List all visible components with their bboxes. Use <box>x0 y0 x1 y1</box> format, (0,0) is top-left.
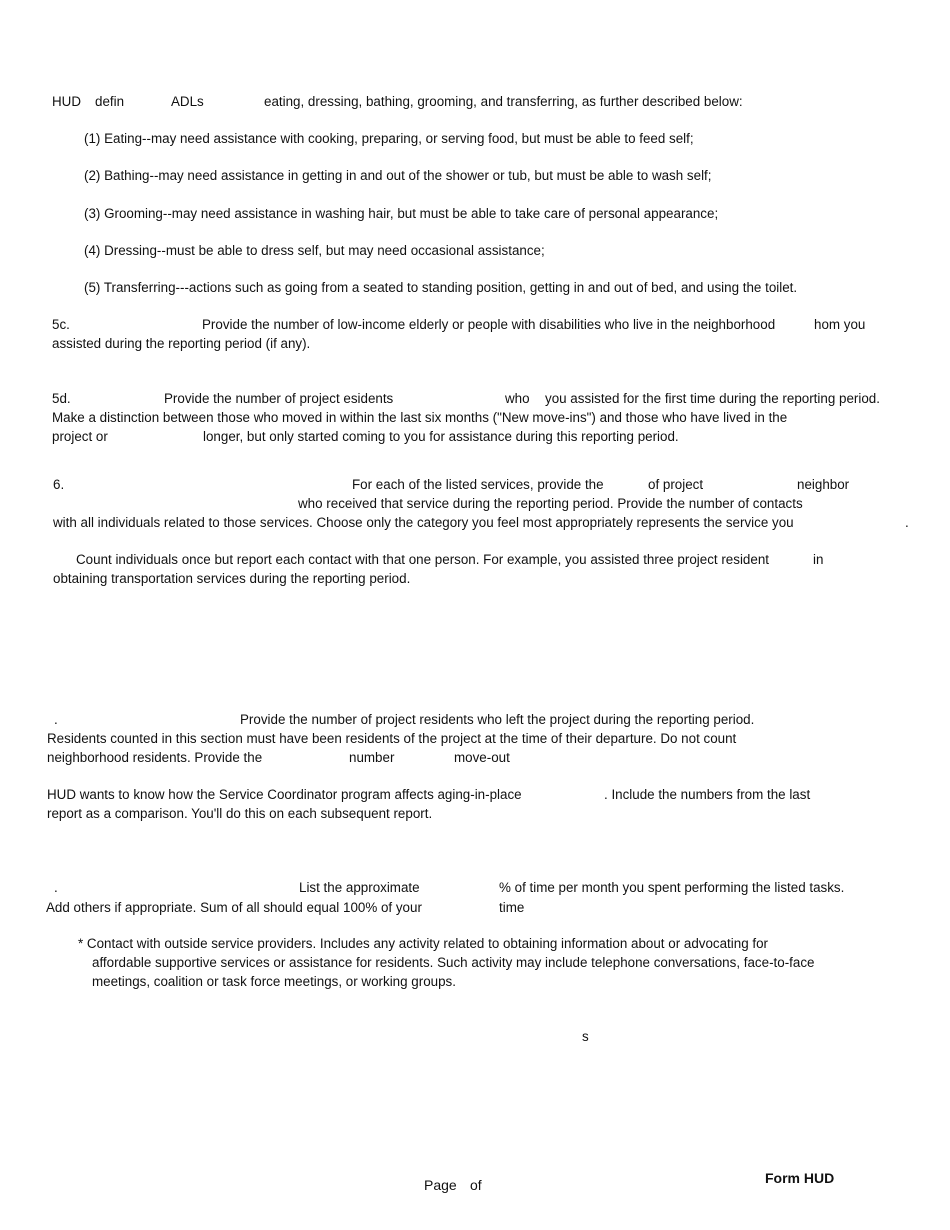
section-6-example-line1a: Count individuals once but report each contact with that one person. For example, you assisted three project resident <box>76 552 769 567</box>
section-5d-line1b: who <box>505 391 530 406</box>
footer-of-label: of <box>470 1177 482 1193</box>
section-time-number: . <box>54 880 58 895</box>
section-time-line1b: % of time per month you spent performing the listed tasks. <box>499 880 845 895</box>
section-6-line1a: For each of the listed services, provide the <box>352 477 604 492</box>
section-moveout-number: . <box>54 712 58 727</box>
section-moveout-line2: Residents counted in this section must have been residents of the project at the time of their departure. Do not count <box>47 731 737 746</box>
adl-item-grooming: (3) Grooming--may need assistance in washing hair, but must be able to take care of personal appearance; <box>84 206 719 221</box>
section-5d-line3b: longer, but only started coming to you for assistance during this reporting period. <box>203 429 679 444</box>
section-time-note-line3: meetings, coalition or task force meetings, or working groups. <box>92 974 456 989</box>
adl-intro-hud: HUD <box>52 94 82 109</box>
section-5c-line2: assisted during the reporting period (if any). <box>52 336 311 351</box>
section-time-stray-text: s <box>582 1029 589 1044</box>
adl-item-eating: (1) Eating--may need assistance with cooking, preparing, or serving food, but must be able to feed self; <box>84 131 694 146</box>
section-5d-number: 5d. <box>52 391 71 406</box>
section-6-number: 6. <box>53 477 65 492</box>
adl-intro-adls: ADLs <box>171 94 204 109</box>
section-time-note-line1: * Contact with outside service providers. Includes any activity related to obtaining information about or advocating for <box>78 936 768 951</box>
section-5d-line1c: you assisted for the first time during the reporting period. <box>545 391 880 406</box>
section-6-example-line1b: in <box>813 552 824 567</box>
section-6-example-line2: obtaining transportation services during the reporting period. <box>53 571 411 586</box>
section-moveout-line3a: neighborhood residents. Provide the <box>47 750 263 765</box>
footer-form-id: Form HUD <box>765 1170 835 1186</box>
section-5d-line2: Make a distinction between those who moved in within the last six months ("New move-ins") and those who have lived in the <box>52 410 788 425</box>
adl-item-dressing: (4) Dressing--must be able to dress self, but may need occasional assistance; <box>84 243 545 258</box>
section-moveout-line1: Provide the number of project residents who left the project during the reporting period. <box>240 712 755 727</box>
section-6-line1c: neighbor <box>797 477 850 492</box>
section-time-line2a: Add others if appropriate. Sum of all should equal 100% of your <box>46 900 422 915</box>
section-time-line2b: time <box>499 900 525 915</box>
section-5d-line3a: project or <box>52 429 108 444</box>
adl-intro-text: eating, dressing, bathing, grooming, and transferring, as further described below: <box>264 94 743 109</box>
section-moveout-line3c: move-out <box>454 750 510 765</box>
section-6-line2: who received that service during the reporting period. Provide the number of contacts <box>298 496 803 511</box>
section-time-note-line2: affordable supportive services or assistance for residents. Such activity may include telephone conversations, face-to-face <box>92 955 815 970</box>
section-moveout-line5: report as a comparison. You'll do this on each subsequent report. <box>47 806 433 821</box>
section-5c-line1b: hom you <box>814 317 866 332</box>
section-moveout-line4b: . Include the numbers from the last <box>604 787 811 802</box>
section-time-line1a: List the approximate <box>299 880 420 895</box>
section-6-line3-end: . <box>905 515 909 530</box>
footer-page-label: Page <box>424 1177 457 1193</box>
section-moveout-line4a: HUD wants to know how the Service Coordinator program affects aging-in-place <box>47 787 522 802</box>
section-5c-number: 5c. <box>52 317 70 332</box>
section-6-line1b: of project <box>648 477 704 492</box>
section-moveout-line3b: number <box>349 750 395 765</box>
section-5c-line1a: Provide the number of low-income elderly or people with disabilities who live in the neighborhood <box>202 317 776 332</box>
section-6-line3: with all individuals related to those services. Choose only the category you feel most appropriately represents the service you <box>53 515 794 530</box>
adl-item-transferring: (5) Transferring---actions such as going from a seated to standing position, getting in and out of bed, and using the toilet. <box>84 280 798 295</box>
adl-item-bathing: (2) Bathing--may need assistance in getting in and out of the shower or tub, but must be able to wash self; <box>84 168 712 183</box>
section-5d-line1a: Provide the number of project esidents <box>164 391 394 406</box>
adl-intro-defin: defin <box>95 94 125 109</box>
